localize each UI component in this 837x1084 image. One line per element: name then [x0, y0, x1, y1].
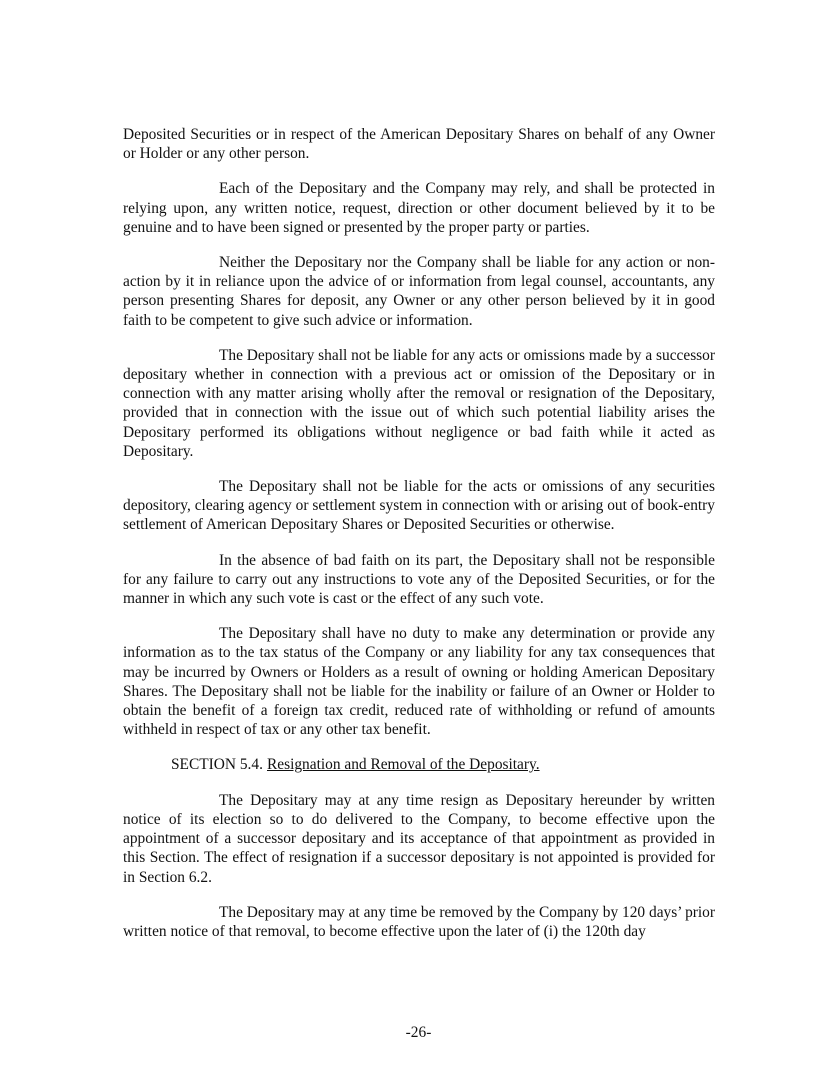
paragraph-successor-depositary: The Depositary shall not be liable for any acts or omissions made by a successor depositary whether in connection with a previous act or omission of the Depositary or in connection with any matter arising wholly after the removal or resignation of the Depositary, provided that in connection with the issue out of which such potential liability arises the Depositary performed its obligations without negligence or bad faith while it acted as Depositary. [123, 346, 715, 460]
section-number: SECTION 5.4. [171, 756, 263, 774]
page-number: -26- [405, 1024, 432, 1041]
paragraph-reliance-on-documents: Each of the Depositary and the Company may rely, and shall be protected in relying upon, any written notice, request, direction or other document believed by it to be genuine and to have been signed or presented by the proper party or parties. [123, 180, 715, 236]
section-heading [123, 755, 715, 774]
paragraph-securities-depository: The Depositary shall not be liable for the acts or omissions of any securities depository, clearing agency or settlement system in connection with or arising out of book-entry settlement of American Depositary Shares or Deposited Securities or otherwise. [123, 478, 715, 534]
paragraph-continued: Deposited Securities or in respect of the American Depositary Shares on behalf of any Owner or Holder or any other person. [123, 126, 715, 163]
paragraph-tax-status: The Depositary shall have no duty to make any determination or provide any information as to the tax status of the Company or any liability for any tax consequences that may be incurred by Owners or Holders as a result of owning or holding American Depositary Shares. The Depositary shall not be liable for the inability or failure of an Owner or Holder to obtain the benefit of a foreign tax credit, reduced rate of withholding or refund of amounts withheld in respect of tax or any other tax benefit. [123, 625, 715, 739]
paragraph-resignation: The Depositary may at any time resign as Depositary hereunder by written notice of its election so to do delivered to the Company, to become effective upon the appointment of a successor depositary and its acceptance of that appointment as provided in this Section. The effect of resignation if a successor depositary is not appointed is provided for in Section 6.2. [123, 791, 715, 886]
section-title: Resignation and Removal of the Depositary. [267, 756, 540, 774]
paragraph-voting-instructions: In the absence of bad faith on its part, the Depositary shall not be responsible for any failure to carry out any instructions to vote any of the Deposited Securities, or for the manner in which any such vote is cast or the effect of any such vote. [123, 551, 715, 608]
document-body [123, 125, 715, 957]
paragraph-reliance-on-advice: Neither the Depositary nor the Company shall be liable for any action or non-action by it in reliance upon the advice of or information from legal counsel, accountants, any person presenting Shares for deposit, any Owner or any other person believed by it in good faith to be competent to give such advice or information. [123, 254, 715, 329]
paragraph-removal: The Depositary may at any time be removed by the Company by 120 days’ prior written notice of that removal, to become effective upon the later of (i) the 120th day [123, 903, 715, 940]
